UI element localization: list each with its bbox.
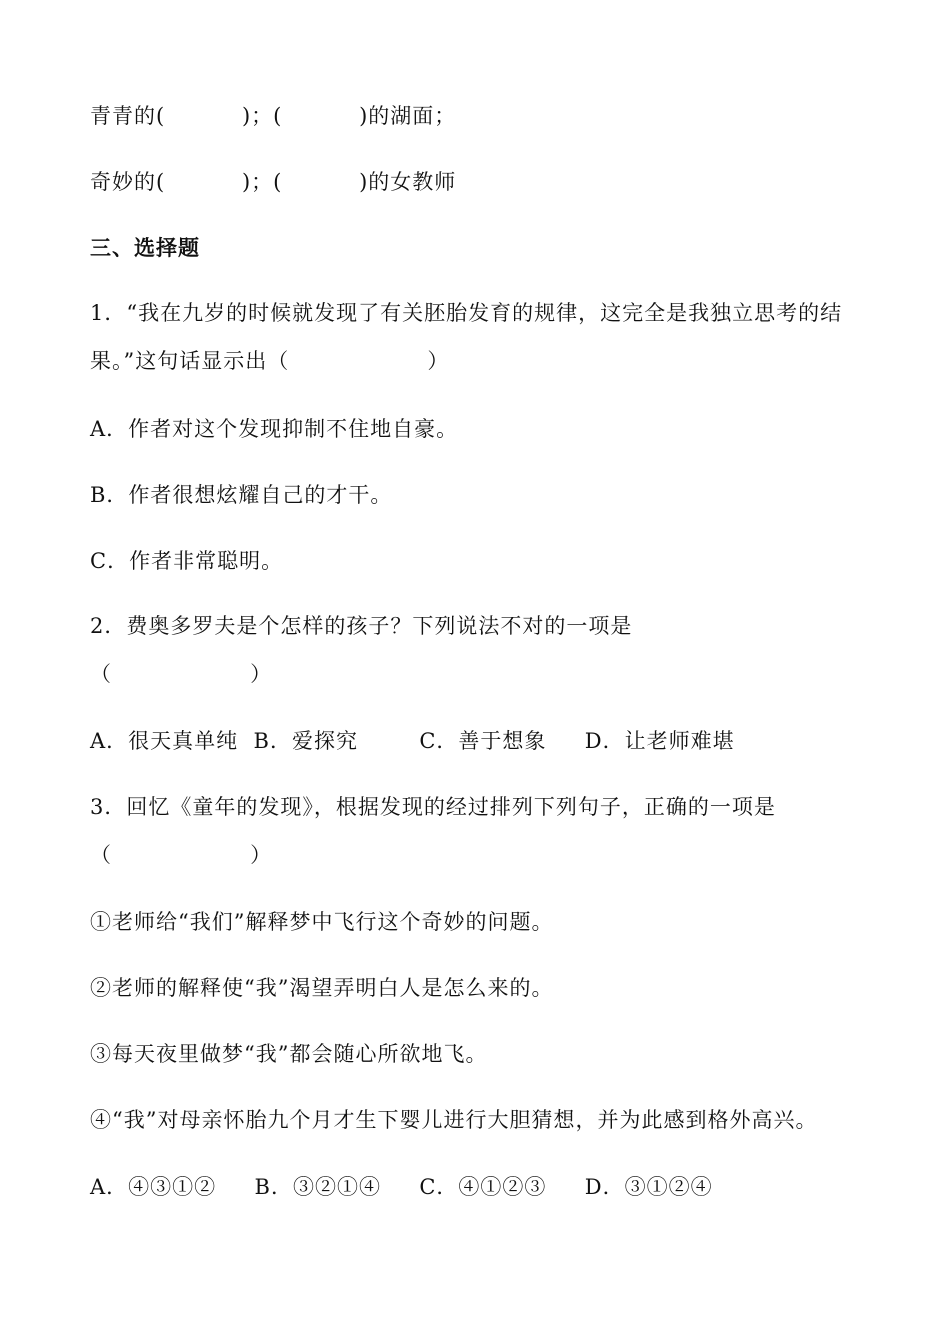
question-3-item-4: ④“我”对母亲怀胎九个月才生下婴儿进行大胆猜想，并为此感到格外高兴。: [90, 1108, 818, 1132]
question-2-line-1: 2．费奥多罗夫是个怎样的孩子？下列说法不对的一项是: [90, 614, 633, 638]
section-title: 三、选择题: [90, 236, 200, 260]
question-1-option-c: C．作者非常聪明。: [90, 549, 284, 573]
question-3-item-1: ①老师给“我们”解释梦中飞行这个奇妙的问题。: [90, 910, 554, 934]
question-3-options: A．④③①② B．③②①④ C．④①②③ D．③①②④: [90, 1175, 713, 1199]
question-2-options: A．很天真单纯 B．爱探究 C．善于想象 D．让老师难堪: [90, 729, 735, 753]
question-3-item-2: ②老师的解释使“我”渴望弄明白人是怎么来的。: [90, 976, 554, 1000]
fill-blank-line-2: 奇妙的( )；( )的女教师: [90, 170, 457, 194]
question-3-item-3: ③每天夜里做梦“我”都会随心所欲地飞。: [90, 1042, 488, 1066]
question-1-option-a: A．作者对这个发现抑制不住地自豪。: [90, 417, 459, 441]
question-3-blank: （ ）: [90, 843, 273, 867]
fill-blank-line-1: 青青的( )；( )的湖面；: [90, 104, 457, 128]
question-1-line-1: 1．“我在九岁的时候就发现了有关胚胎发育的规律，这完全是我独立思考的结: [90, 301, 843, 325]
question-1-option-b: B．作者很想炫耀自己的才干。: [90, 483, 393, 507]
question-2-blank: （ ）: [90, 662, 273, 686]
question-1-line-2: 果。”这句话显示出（ ）: [90, 349, 450, 373]
question-3-line-1: 3．回忆《童年的发现》，根据发现的经过排列下列句子，正确的一项是: [90, 795, 776, 819]
